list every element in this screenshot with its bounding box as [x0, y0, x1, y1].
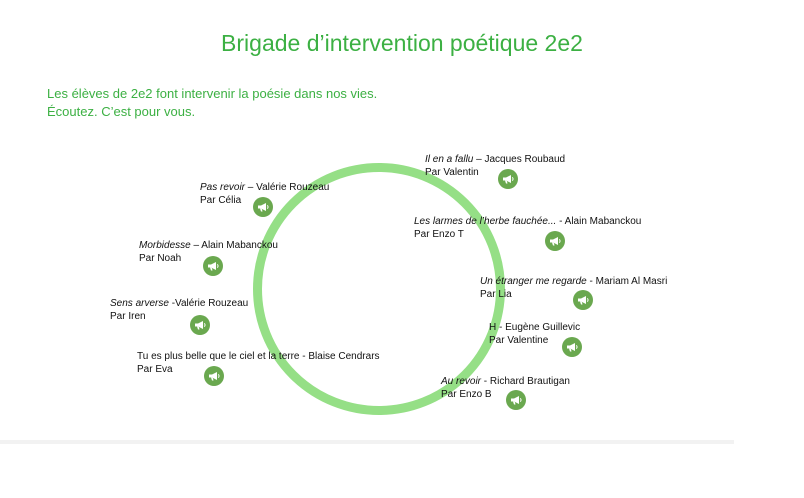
- megaphone-icon[interactable]: [506, 390, 526, 410]
- poem-reader: Par Eva: [137, 364, 173, 375]
- poem-author: Valérie Rouzeau: [256, 182, 330, 193]
- poem-title: Un étranger me regarde: [480, 276, 587, 287]
- poem-reader: Par Iren: [110, 311, 146, 322]
- poem-entry: Un étranger me regarde - Mariam Al Masri Par Lia: [480, 276, 668, 300]
- megaphone-icon[interactable]: [498, 169, 518, 189]
- poem-reader: Par Noah: [139, 253, 182, 264]
- intro-line-1: Les élèves de 2e2 font intervenir la poésie dans nos vies.: [47, 86, 378, 101]
- megaphone-icon[interactable]: [253, 197, 273, 217]
- poem-entry: Morbidesse – Alain Mabanckou Par Noah: [139, 240, 278, 264]
- poem-entry: Les larmes de l’herbe fauchée... - Alain Mabanckou Par Enzo T: [414, 216, 642, 240]
- poem-author: Jacques Roubaud: [484, 154, 566, 165]
- poem-author: Mariam Al Masri: [595, 276, 668, 287]
- poem-title: Pas revoir: [200, 182, 246, 193]
- poem-author: H - Eugène Guillevic: [489, 322, 581, 333]
- poem-author: Tu es plus belle que le ciel et la terre - Blaise Cendrars: [137, 351, 380, 362]
- megaphone-icon[interactable]: [545, 231, 565, 251]
- poem-title: Les larmes de l’herbe fauchée...: [414, 216, 557, 227]
- bottom-divider: [0, 440, 734, 444]
- poem-reader: Par Lia: [480, 289, 512, 300]
- poem-title: Sens arverse: [110, 298, 169, 309]
- poem-reader: Par Célia: [200, 195, 242, 206]
- poem-reader: Par Valentin: [425, 167, 479, 178]
- poem-reader: Par Valentine: [489, 335, 549, 346]
- megaphone-icon[interactable]: [203, 256, 223, 276]
- poem-title: Au revoir: [441, 376, 482, 387]
- megaphone-icon[interactable]: [562, 337, 582, 357]
- poem-entry: Sens arverse -Valérie Rouzeau Par Iren: [110, 298, 249, 322]
- page-title: Brigade d’intervention poétique 2e2: [221, 30, 583, 56]
- poem-author: Alain Mabanckou: [201, 240, 278, 251]
- poem-author: Valérie Rouzeau: [175, 298, 249, 309]
- intro-text: [47, 85, 647, 121]
- megaphone-icon[interactable]: [573, 290, 593, 310]
- megaphone-icon[interactable]: [190, 315, 210, 335]
- poem-entry: Pas revoir – Valérie Rouzeau Par Célia: [200, 182, 330, 206]
- poem-author: Richard Brautigan: [489, 376, 570, 387]
- poem-author: Alain Mabanckou: [564, 216, 642, 227]
- poem-entry: Au revoir - Richard Brautigan Par Enzo B: [441, 376, 570, 400]
- poem-title: Morbidesse: [139, 240, 191, 251]
- poem-entry: [137, 350, 380, 376]
- poem-reader: Par Enzo T: [414, 229, 464, 240]
- poem-title: Il en a fallu: [425, 154, 474, 165]
- megaphone-icon[interactable]: [204, 366, 224, 386]
- intro-line-2: Écoutez. C’est pour vous.: [47, 104, 196, 119]
- poem-entry: Il en a fallu – Jacques Roubaud Par Valentin: [425, 154, 566, 178]
- poem-reader: Par Enzo B: [441, 389, 492, 400]
